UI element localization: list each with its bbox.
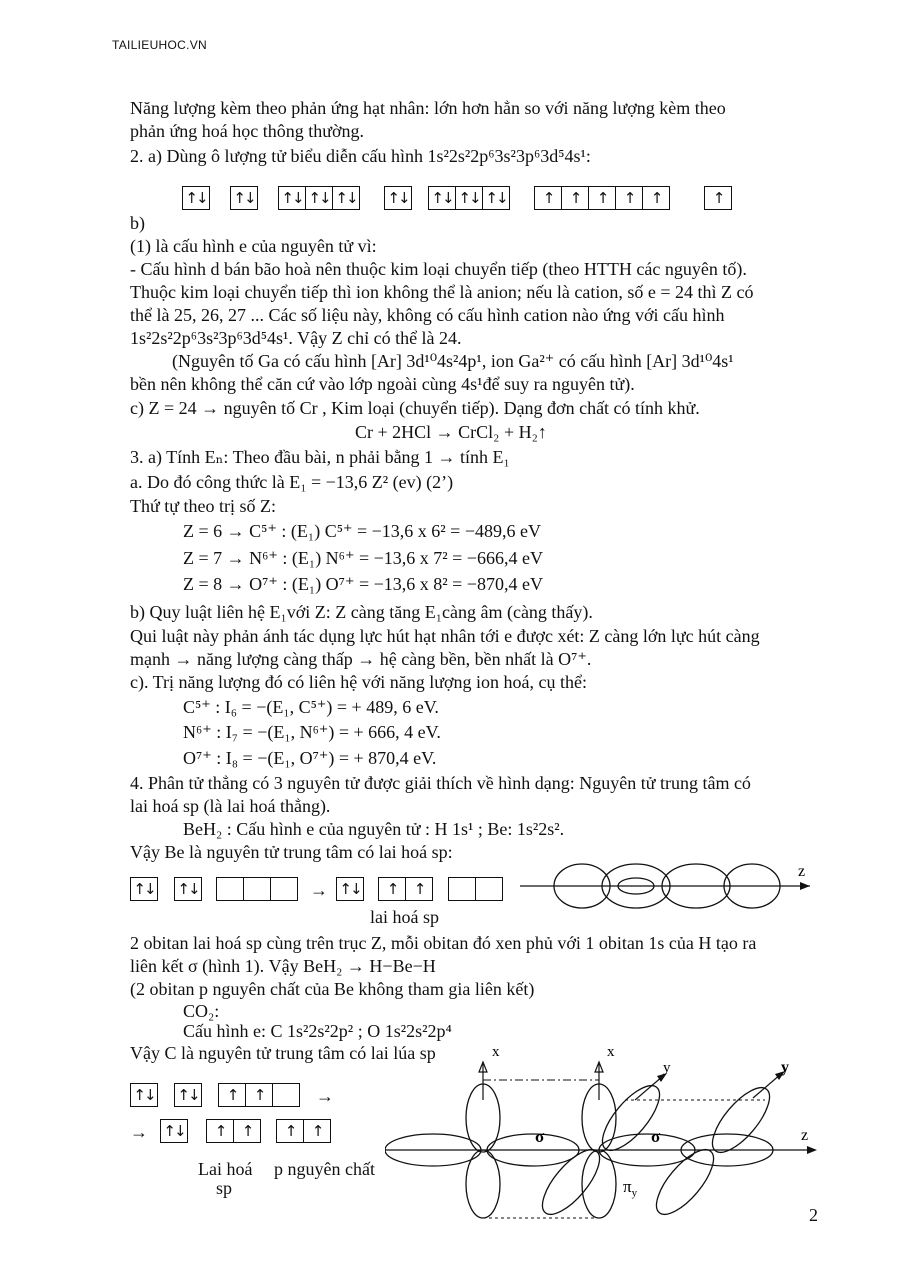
orbital-sp: [378, 877, 433, 901]
be-orbital-diagram: [130, 877, 510, 903]
equation: O⁷⁺ : I₈ = −(E₁, O⁷⁺) = + 870,4 eV.: [183, 748, 437, 768]
orbital-cell: ↑: [589, 186, 616, 210]
equation: C⁵⁺ : I₆ = −(E₁, C⁵⁺) = + 489, 6 eV.: [183, 697, 439, 717]
text-line: Thứ tự theo trị số Z:: [130, 496, 276, 516]
orbital-cell: [244, 877, 271, 901]
orbital-cell: ↑↓: [182, 186, 210, 210]
orbital-3p: [428, 186, 510, 210]
text-line: b): [130, 213, 145, 233]
caption: sp: [216, 1178, 233, 1198]
text-line: (Nguyên tố Ga có cấu hình [Ar] 3d¹⁰4s²4p¹, ion Ga²⁺ có cấu hình [Ar] 3d¹⁰4s¹: [172, 351, 734, 371]
orbital-cell: [216, 877, 244, 901]
orbital-3d: [534, 186, 670, 210]
pi-label: $\pi_y$: [623, 1177, 638, 1199]
orbital-cell: ↑↓: [333, 186, 360, 210]
text-line: - Cấu hình d bán bão hoà nên thuộc kim loại chuyển tiếp (theo HTTH các nguyên tố).: [130, 259, 747, 279]
orbital-cell: ↑: [704, 186, 732, 210]
orbital-cell: ↑: [206, 1119, 234, 1143]
arrow: →: [310, 880, 328, 900]
orbital-cell: ↑↓: [456, 186, 483, 210]
text-line: mạnh → năng lượng càng thấp → hệ càng bền, bền nhất là O⁷⁺.: [130, 649, 592, 669]
text-line: c). Trị năng lượng đó có liên hệ với năng lượng ion hoá, cụ thể:: [130, 672, 588, 692]
orbital-p: [448, 877, 503, 901]
text-line: Qui luật này phản ánh tác dụng lực hút hạt nhân tới e được xét: Z càng lớn lực hút càng: [130, 626, 760, 646]
text-line: 1s²2s²2p⁶3s²3p⁶3d⁵4s¹. Vậy Z chỉ có thể là 24.: [130, 328, 462, 348]
orbital-cell: ↑: [406, 877, 433, 901]
orbital-cell: [273, 1083, 300, 1107]
cr-orbital-diagram: [182, 186, 742, 212]
y-axis-label: y: [663, 1060, 671, 1076]
page-number: 2: [809, 1205, 818, 1225]
z-axis-label: z: [801, 1127, 809, 1144]
equation: Z = 7 → N⁶⁺ : (E₁) N⁶⁺ = −13,6 x 7² = −666,4 eV: [183, 548, 543, 568]
orbital-cell: ↑: [378, 877, 406, 901]
orbital-cell: ↑↓: [483, 186, 510, 210]
x-axis-label: x: [607, 1044, 615, 1060]
text-line: thể là 25, 26, 27 ... Các số liệu này, không có cấu hình cation nào ứng với cấu hình: [130, 305, 725, 325]
text-line: (2 obitan p nguyên chất của Be không tham gia liên kết): [130, 979, 535, 999]
text-line: Vậy Be là nguyên tử trung tâm có lai hoá sp:: [130, 842, 453, 862]
text-line: liên kết σ (hình 1). Vậy BeH₂ → H−Be−H: [130, 956, 436, 976]
text-line: CO₂:: [183, 1001, 220, 1021]
orbital-cell: ↑↓: [130, 877, 158, 901]
text-line: BeH₂ : Cấu hình e của nguyên tử : H 1s¹ ; Be: 1s²2s².: [183, 819, 565, 839]
orbital-1s: [130, 877, 158, 901]
y-axis-label: y: [781, 1059, 789, 1076]
orbital-cell: ↑: [562, 186, 589, 210]
orbital-1s: [336, 877, 364, 901]
equation: Z = 8 → O⁷⁺ : (E₁) O⁷⁺ = −13,6 x 8² = −870,4 eV: [183, 574, 543, 594]
sigma-label: σ: [651, 1127, 661, 1146]
text-line: lai hoá sp (là lai hoá thẳng).: [130, 796, 331, 816]
orbital-1s: [130, 1083, 158, 1107]
equation: N⁶⁺ : I₇ = −(E₁, N⁶⁺) = + 666, 4 eV.: [183, 722, 441, 742]
orbital-cell: ↑↓: [230, 186, 258, 210]
sp-hybrid-diagram: [520, 858, 820, 918]
orbital-cell: ↑↓: [160, 1119, 188, 1143]
arrow: →: [130, 1122, 148, 1142]
site-header: TAILIEUHOC.VN: [112, 38, 208, 52]
orbital-cell: ↑↓: [130, 1083, 158, 1107]
orbital-2p: [218, 1083, 300, 1107]
text-line: phản ứng hoá học thông thường.: [130, 121, 364, 141]
text-line: 4. Phân tử thẳng có 3 nguyên tử được giải thích về hình dạng: Nguyên tử trung tâm có: [130, 773, 751, 793]
caption: p nguyên chất: [274, 1159, 375, 1179]
x-axis-label: x: [492, 1044, 500, 1060]
orbital-2p: [278, 186, 360, 210]
orbital-cell: ↑↓: [428, 186, 456, 210]
orbital-cell: [476, 877, 503, 901]
orbital-cell: ↑↓: [174, 877, 202, 901]
caption: lai hoá sp: [370, 907, 439, 927]
orbital-cell: ↑: [246, 1083, 273, 1107]
orbital-cell: ↑: [643, 186, 670, 210]
orbital-cell: ↑↓: [306, 186, 333, 210]
orbital-cell: [271, 877, 298, 901]
orbital-cell: ↑↓: [174, 1083, 202, 1107]
text-line: Cấu hình e: C 1s²2s²2p² ; O 1s²2s²2p⁴: [183, 1021, 452, 1041]
text-line: 3. a) Tính Eₙ: Theo đầu bài, n phải bằng 1 → tính E₁: [130, 447, 510, 467]
orbital-cell: ↑: [534, 186, 562, 210]
orbital-cell: ↑: [616, 186, 643, 210]
orbital-sp: [206, 1119, 261, 1143]
z-axis-label: z: [798, 863, 806, 880]
equation: Cr + 2HCl → CrCl₂ + H₂↑: [355, 422, 547, 442]
text-line: b) Quy luật liên hệ E₁với Z: Z càng tăng E₁càng âm (càng thấy).: [130, 602, 593, 622]
orbital-2s: [174, 1083, 202, 1107]
text-line: Năng lượng kèm theo phản ứng hạt nhân: lớn hơn hẳn so với năng lượng kèm theo: [130, 98, 726, 118]
orbital-cell: ↑↓: [384, 186, 412, 210]
orbital-2p: [216, 877, 298, 901]
text-line: bền nên không thể căn cứ vào lớp ngoài cùng 4s¹để suy ra nguyên tử).: [130, 374, 635, 394]
orbital-cell: [448, 877, 476, 901]
orbital-1s: [182, 186, 210, 210]
text-line: Thuộc kim loại chuyển tiếp thì ion không thể là anion; nếu là cation, số e = 24 thì Z có: [130, 282, 754, 302]
orbital-cell: ↑↓: [336, 877, 364, 901]
text-line: 2 obitan lai hoá sp cùng trên trục Z, mỗi obitan đó xen phủ với 1 obitan 1s của H tạo ra: [130, 933, 757, 953]
orbital-cell: ↑↓: [278, 186, 306, 210]
co2-bonding-diagram: [385, 1040, 825, 1230]
sigma-label: σ: [535, 1127, 545, 1146]
text-line: (1) là cấu hình e của nguyên tử vì:: [130, 236, 377, 256]
c-orbital-diagram: [130, 1083, 370, 1153]
orbital-p: [276, 1119, 331, 1143]
orbital-2s: [174, 877, 202, 901]
orbital-2s: [230, 186, 258, 210]
orbital-cell: ↑: [234, 1119, 261, 1143]
orbital-1s: [160, 1119, 188, 1143]
text-line: a. Do đó công thức là E₁ = −13,6 Z² (ev) (2’): [130, 472, 454, 492]
orbital-cell: ↑: [304, 1119, 331, 1143]
orbital-4s: [704, 186, 732, 210]
caption: Lai hoá: [198, 1159, 253, 1179]
equation: Z = 6 → C⁵⁺ : (E₁) C⁵⁺ = −13,6 x 6² = −489,6 eV: [183, 521, 541, 541]
orbital-3s: [384, 186, 412, 210]
text-line: Vậy C là nguyên tử trung tâm có lai lúa sp: [130, 1043, 436, 1063]
text-line: c) Z = 24 → nguyên tố Cr , Kim loại (chuyển tiếp). Dạng đơn chất có tính khử.: [130, 398, 700, 418]
orbital-cell: ↑: [276, 1119, 304, 1143]
text-line: 2. a) Dùng ô lượng tử biểu diễn cấu hình 1s²2s²2p⁶3s²3p⁶3d⁵4s¹:: [130, 146, 591, 166]
arrow: →: [316, 1086, 334, 1106]
orbital-cell: ↑: [218, 1083, 246, 1107]
